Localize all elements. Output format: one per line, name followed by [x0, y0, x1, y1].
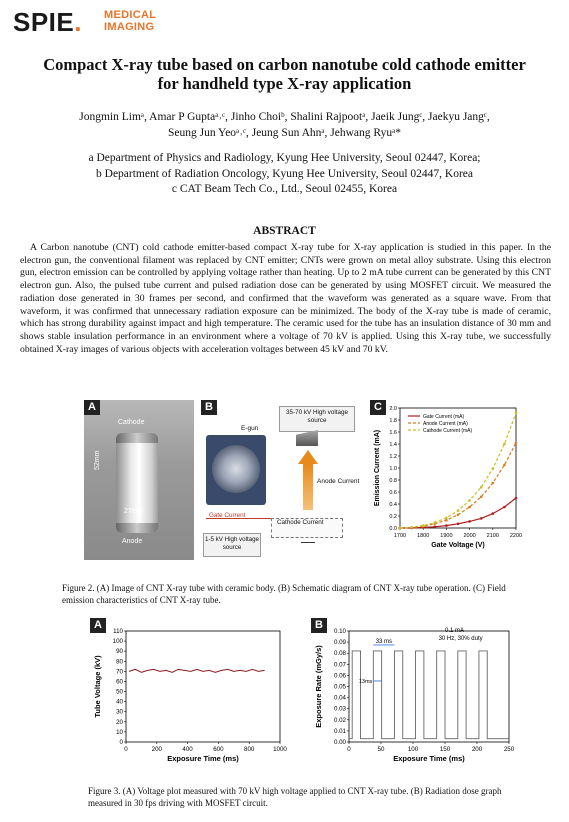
cathode-label: Cathode	[118, 419, 145, 426]
fig3-label-b: B	[311, 618, 327, 633]
y-tick-label: 0.8	[389, 478, 397, 484]
data-point	[445, 524, 448, 527]
voltage-trace	[129, 669, 265, 672]
tube-bottom-cap	[116, 523, 158, 533]
authors-line1: Jongmin Limᵃ, Amar P Guptaᵃ˒ᶜ, Jinho Choiᵇ, Shalini Rajpootᵃ, Jaeik Jungᶜ, Jaekyu Jangᶜ,	[79, 111, 490, 123]
hv-source-label: 35-70 kV High voltage source	[286, 409, 348, 424]
data-point	[399, 527, 402, 530]
figure3-caption: Figure 3. (A) Voltage plot measured with 70 kV high voltage applied to CNT X-ray tube. (B) Radiation dose graph measured in 30 fps driving with MOSFET circuit.	[88, 786, 502, 808]
data-point	[515, 412, 518, 415]
anode-current-shaft	[303, 464, 313, 510]
logo-main-text: SPIE	[13, 7, 75, 37]
affil-line2: b Department of Radiation Oncology, Kyung Hee University, Seoul 02447, Korea	[96, 167, 473, 180]
data-point	[515, 497, 518, 500]
abstract-heading: ABSTRACT	[253, 225, 316, 237]
fig2-label-b: B	[201, 400, 217, 415]
y-tick-label: 0	[119, 739, 123, 746]
figure2-caption: Figure 2. (A) Image of CNT X-ray tube with ceramic body. (B) Schematic diagram of CNT X-ray tube operation. (C) Field emission characteristics of CNT X-ray tube.	[62, 583, 506, 605]
gate-current-label: Gate Current	[209, 512, 246, 519]
fig2-panel-a	[84, 400, 194, 560]
y-tick-label: 0.2	[389, 514, 397, 520]
y-tick-label: 0.0	[389, 526, 397, 532]
x-tick-label: 1900	[440, 533, 453, 539]
y-tick-label: 90	[116, 648, 123, 656]
data-point	[468, 499, 471, 502]
plot-frame	[126, 631, 280, 742]
width-dimension: 27mm	[124, 508, 144, 515]
x-tick-label: 0	[347, 746, 351, 753]
period-annotation: 33 ms	[375, 638, 393, 645]
y-tick-label: 100	[112, 638, 123, 646]
y-tick-label: 1.4	[389, 442, 397, 448]
data-point	[503, 464, 506, 467]
logo-sub-line2: IMAGING	[104, 21, 155, 33]
y-tick-label: 0.04	[333, 694, 346, 702]
y-tick-label: 70	[116, 668, 123, 676]
legend-entry: Cathode Current (mA)	[423, 428, 473, 434]
y-tick-label: 0.02	[333, 716, 346, 724]
lv-source-label: 1-5 kV High voltage source	[205, 536, 259, 551]
legend-entry: Gate Current (mA)	[423, 414, 465, 420]
data-point	[468, 506, 471, 509]
y-tick-label: 20	[116, 718, 123, 726]
y-tick-label: 60	[116, 678, 123, 686]
y-tick-label: 10	[116, 728, 123, 736]
y-tick-label: 0.6	[389, 490, 397, 496]
authors-line2: Seung Jun Yeoᵃ˒ᶜ, Jeung Sun Ahnᵃ, Jehwang Ryuᵃ*	[168, 127, 401, 139]
affil-line3: c CAT Beam Tech Co., Ltd., Seoul 02455, Korea	[171, 183, 398, 195]
egun-photo	[206, 435, 266, 505]
x-tick-label: 2100	[486, 533, 499, 539]
y-axis-label: Tube Voltage (kV)	[93, 655, 102, 718]
x-tick-label: 800	[244, 746, 255, 753]
anode-current-label: Anode Current	[317, 478, 360, 485]
x-tick-label: 1800	[417, 533, 430, 539]
y-tick-label: 1.6	[389, 430, 397, 436]
y-axis-label: Emission Current (mA)	[374, 429, 381, 507]
height-dimension: 52mm	[94, 450, 101, 470]
y-tick-label: 0.08	[333, 650, 346, 658]
y-tick-label: 50	[116, 688, 123, 696]
fig2-label-a: A	[84, 400, 100, 415]
legend-entry: Anode Current (mA)	[423, 421, 468, 427]
y-tick-label: 110	[113, 628, 123, 635]
fig3-panel-b	[311, 618, 521, 768]
title-line1: Compact X-ray tube based on carbon nanotube cold cathode emitter	[43, 55, 526, 74]
y-tick-label: 0.4	[389, 502, 397, 508]
x-tick-label: 2200	[509, 533, 523, 539]
xray-tube-photo	[116, 433, 158, 533]
x-tick-label: 2000	[463, 533, 476, 539]
data-point	[515, 442, 518, 445]
data-point	[457, 514, 460, 517]
x-tick-label: 50	[377, 746, 385, 753]
data-point	[503, 506, 506, 509]
y-tick-label: 30	[116, 708, 123, 716]
x-tick-label: 600	[213, 746, 224, 753]
frequency-annotation: 30 Hz, 30% duty	[438, 635, 483, 642]
exposure-rate-chart	[311, 618, 521, 768]
x-tick-label: 0	[124, 746, 128, 753]
x-tick-label: 100	[407, 746, 419, 753]
y-tick-label: 2.0	[389, 406, 397, 412]
tube-voltage-chart	[90, 618, 290, 768]
y-tick-label: 0.10	[333, 628, 346, 635]
logo-subtitle	[104, 9, 156, 33]
x-tick-label: 400	[182, 746, 193, 753]
data-point	[457, 509, 460, 512]
data-point	[422, 524, 425, 527]
spie-logo	[13, 7, 82, 38]
x-tick-label: 250	[503, 746, 515, 753]
y-tick-label: 80	[116, 658, 123, 666]
data-point	[480, 496, 483, 499]
y-tick-label: 0.07	[333, 661, 346, 669]
hv-source-box	[279, 406, 355, 432]
anode-target	[296, 430, 318, 446]
field-emission-chart	[370, 400, 523, 562]
data-point	[457, 523, 460, 526]
x-axis-label: Gate Voltage (V)	[431, 542, 485, 549]
title-line2: for handheld type X-ray application	[157, 74, 412, 93]
tube-top-cap	[116, 433, 158, 443]
paper-title	[0, 55, 569, 93]
dose-pulse-trace	[349, 651, 509, 739]
y-tick-label: 0.05	[333, 683, 346, 691]
fig2-label-c: C	[370, 400, 386, 415]
x-tick-label: 1000	[273, 746, 287, 753]
data-point	[468, 520, 471, 523]
y-tick-label: 0.09	[333, 639, 346, 647]
anode-label: Anode	[122, 538, 143, 545]
logo-sub-line1: MEDICAL	[104, 9, 157, 21]
y-tick-label: 40	[116, 698, 123, 706]
y-tick-label: 0.06	[333, 672, 346, 680]
y-tick-label: 0.00	[333, 739, 346, 746]
affiliations	[0, 151, 569, 198]
lv-source-box	[203, 533, 261, 557]
x-tick-label: 200	[151, 746, 162, 753]
anode-current-arrow	[298, 450, 318, 464]
data-point	[480, 517, 483, 520]
data-point	[480, 486, 483, 489]
egun-label: E-gun	[241, 425, 259, 432]
author-list	[0, 109, 569, 141]
fig2-panel-c	[370, 400, 523, 562]
affil-line1: a Department of Physics and Radiology, Kyung Hee University, Seoul 02447, Korea;	[88, 152, 481, 164]
y-tick-label: 0.01	[333, 727, 346, 735]
x-tick-label: 150	[439, 746, 451, 753]
egun-ring	[212, 445, 260, 493]
current-annotation: 0.1 mA	[445, 628, 465, 635]
y-tick-label: 1.2	[389, 454, 397, 460]
width-annotation: 13ms	[358, 678, 373, 685]
data-point	[492, 512, 495, 515]
x-axis-label: Exposure Time (ms)	[393, 754, 465, 763]
logo-dot: .	[74, 7, 82, 37]
y-tick-label: 0.03	[333, 705, 346, 713]
data-point	[492, 482, 495, 485]
x-axis-label: Exposure Time (ms)	[167, 754, 239, 763]
cathode-current-label: Cathode Current	[277, 519, 324, 526]
y-tick-label: 1.8	[389, 418, 397, 424]
ground-icon	[301, 542, 315, 549]
y-axis-label: Exposure Rate (mGy/s)	[314, 645, 323, 728]
data-point	[503, 443, 506, 446]
fig3-label-a: A	[90, 618, 106, 633]
fig3-panel-a	[90, 618, 290, 768]
data-point	[434, 526, 437, 529]
data-point	[445, 519, 448, 522]
y-tick-label: 1.0	[389, 466, 397, 472]
data-point	[434, 521, 437, 524]
data-point	[445, 517, 448, 520]
data-point	[410, 526, 413, 529]
x-tick-label: 1700	[393, 533, 407, 539]
fig2-panel-b	[201, 400, 361, 565]
data-point	[492, 467, 495, 470]
abstract-text: A Carbon nanotube (CNT) cold cathode emitter-based compact X-ray tube for X-ray application is studied in this paper. In the electron gun, the conventional filament was replaced by CNT emitter; CNTs were grown on metal alloy substrate. Using this electron gun, electron emission can be controlled by applying voltage rather than heating. Up to 2 mA tube current can be generated by this CNT electron gun. Also, the pulsed tube current and pulsed radiation dose can be generated by using MOSFET circuit. We measured the radiation dose generated in 30 frames per second, and confirmed that the waveform was generated as a square wave. From that waveform, it was confirmed that unnecessary radiation exposure can be minimized. The body of the X-ray tube is made of ceramic, which has strong durability against impact and high temperature. The ceramic used for the tube has an insulation distance of 30 mm and shows stable insulation performance in an environment where a voltage of 70 kV is applied. Using this X-ray tube, we successfully obtained X-ray images of various objects with acceleration voltages between 45 kV and 70 kV.	[20, 242, 551, 355]
x-tick-label: 200	[471, 746, 483, 753]
